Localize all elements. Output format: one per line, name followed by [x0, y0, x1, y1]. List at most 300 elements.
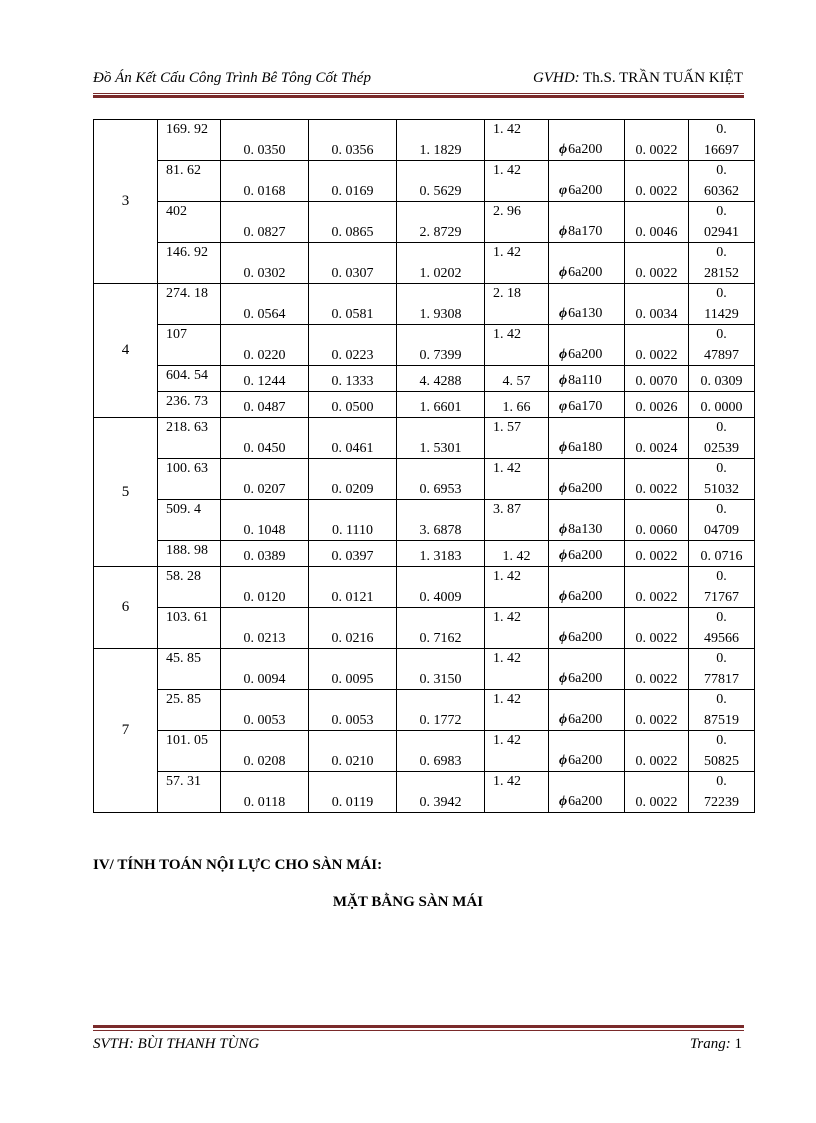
error-value-line1: 0.	[716, 420, 727, 435]
error-value-line2: 72239	[704, 795, 739, 810]
cell-error	[689, 608, 755, 649]
error-value-line1: 0.	[716, 733, 727, 748]
cell-error	[689, 541, 755, 567]
area-provided-value: 1. 42	[493, 163, 521, 178]
steel-spec	[559, 712, 602, 728]
error-value-line1: 0.	[716, 569, 727, 584]
cell-alpha	[221, 392, 309, 418]
error-value-line1: 0.	[716, 122, 727, 137]
steel-spec	[559, 794, 602, 810]
area-value: 0. 4009	[419, 590, 462, 605]
alpha-value: 0. 0220	[243, 348, 286, 363]
cell-ratio	[625, 541, 689, 567]
cell-ratio	[625, 690, 689, 731]
cell-steel	[549, 500, 625, 541]
steel-spec	[559, 399, 602, 415]
ratio-value: 0. 0070	[635, 374, 678, 389]
moment-value: 218. 63	[166, 420, 208, 435]
moment-value: 169. 92	[166, 122, 208, 137]
error-value-line2: 04709	[704, 523, 739, 538]
cell-area	[397, 649, 485, 690]
phi-icon: ϕ	[559, 630, 568, 645]
area-provided-value: 4. 57	[502, 374, 531, 389]
xi-value: 0. 0216	[331, 631, 374, 646]
moment-value: 604. 54	[166, 368, 208, 383]
xi-value: 0. 0356	[331, 143, 374, 158]
xi-value: 0. 0307	[331, 266, 374, 281]
cell-alpha	[221, 500, 309, 541]
xi-value: 0. 0119	[331, 795, 374, 810]
steel-value: 6a200	[568, 712, 603, 727]
steel-value: 6a200	[568, 589, 603, 604]
cell-error	[689, 772, 755, 813]
cell-ratio	[625, 567, 689, 608]
table-row	[94, 608, 755, 649]
moment-value: 101. 05	[166, 733, 208, 748]
ratio-value: 0. 0022	[635, 631, 678, 646]
phi-icon: ϕ	[559, 224, 568, 239]
area-value: 1. 6601	[419, 400, 462, 415]
cell-steel	[549, 731, 625, 772]
cell-moment	[158, 608, 221, 649]
steel-value: 6a200	[568, 630, 603, 645]
cell-xi	[309, 772, 397, 813]
moment-value: 58. 28	[166, 569, 201, 584]
cell-area-provided	[485, 731, 549, 772]
area-provided-value: 1. 42	[493, 461, 521, 476]
cell-area	[397, 418, 485, 459]
cell-moment	[158, 690, 221, 731]
header-document-title: Đồ Án Kết Cấu Công Trình Bê Tông Cốt Thép	[93, 70, 371, 86]
cell-error	[689, 567, 755, 608]
cell-moment	[158, 284, 221, 325]
xi-value: 0. 0169	[331, 184, 374, 199]
cell-steel	[549, 243, 625, 284]
steel-spec	[559, 373, 602, 389]
table-row	[94, 500, 755, 541]
alpha-value: 0. 0207	[243, 482, 286, 497]
alpha-value: 0. 0094	[243, 672, 286, 687]
xi-value: 0. 0210	[331, 754, 374, 769]
table-row	[94, 418, 755, 459]
header-supervisor	[533, 70, 743, 87]
error-value: 0. 0000	[700, 400, 743, 415]
cell-error	[689, 284, 755, 325]
cell-error	[689, 325, 755, 366]
area-provided-value: 1. 42	[493, 245, 521, 260]
xi-value: 0. 1110	[332, 523, 373, 538]
cell-steel	[549, 772, 625, 813]
phi-icon: ϕ	[559, 753, 568, 768]
alpha-value: 0. 0208	[243, 754, 286, 769]
cell-area	[397, 366, 485, 392]
xi-value: 0. 0053	[331, 713, 374, 728]
cell-area-provided	[485, 567, 549, 608]
cell-area-provided	[485, 418, 549, 459]
group-number: 7	[94, 649, 158, 813]
cell-alpha	[221, 366, 309, 392]
cell-moment	[158, 459, 221, 500]
cell-error	[689, 366, 755, 392]
cell-ratio	[625, 772, 689, 813]
cell-error	[689, 418, 755, 459]
error-value-line2: 60362	[704, 184, 739, 199]
phi-icon: ϕ	[559, 142, 568, 157]
cell-steel	[549, 284, 625, 325]
steel-value: 6a170	[568, 399, 603, 414]
error-value-line1: 0.	[716, 610, 727, 625]
area-provided-value: 1. 42	[493, 122, 521, 137]
cell-ratio	[625, 392, 689, 418]
cell-area-provided	[485, 772, 549, 813]
table-row	[94, 690, 755, 731]
cell-area-provided	[485, 541, 549, 567]
cell-steel	[549, 690, 625, 731]
footer-rule-thick	[93, 1025, 744, 1028]
cell-area	[397, 202, 485, 243]
table-row	[94, 392, 755, 418]
error-value-line1: 0.	[716, 286, 727, 301]
steel-spec	[559, 183, 602, 199]
moment-value: 146. 92	[166, 245, 208, 260]
alpha-value: 0. 0564	[243, 307, 286, 322]
header-rule-thin	[93, 93, 744, 94]
area-provided-value: 3. 87	[493, 502, 521, 517]
alpha-value: 0. 1244	[243, 374, 286, 389]
xi-value: 0. 0209	[331, 482, 374, 497]
steel-value: 6a130	[568, 306, 603, 321]
moment-value: 81. 62	[166, 163, 201, 178]
cell-xi	[309, 120, 397, 161]
area-value: 0. 1772	[419, 713, 462, 728]
cell-ratio	[625, 120, 689, 161]
area-value: 0. 5629	[419, 184, 462, 199]
cell-xi	[309, 418, 397, 459]
reinforcement-table	[93, 119, 755, 813]
area-value: 0. 6983	[419, 754, 462, 769]
area-provided-value: 2. 96	[493, 204, 521, 219]
cell-steel	[549, 567, 625, 608]
alpha-value: 0. 0450	[243, 441, 286, 456]
cell-area-provided	[485, 366, 549, 392]
ratio-value: 0. 0022	[635, 266, 678, 281]
table-row	[94, 459, 755, 500]
ratio-value: 0. 0060	[635, 523, 678, 538]
cell-alpha	[221, 731, 309, 772]
group-number: 3	[94, 120, 158, 284]
cell-area-provided	[485, 690, 549, 731]
cell-steel	[549, 161, 625, 202]
area-value: 2. 8729	[419, 225, 462, 240]
moment-value: 103. 61	[166, 610, 208, 625]
cell-ratio	[625, 459, 689, 500]
header-supervisor-name: Th.S. TRẦN TUẤN KIỆT	[583, 70, 743, 86]
error-value-line1: 0.	[716, 163, 727, 178]
cell-alpha	[221, 541, 309, 567]
area-value: 0. 3942	[419, 795, 462, 810]
cell-xi	[309, 731, 397, 772]
cell-area	[397, 690, 485, 731]
footer-student: SVTH: BÙI THANH TÙNG	[93, 1036, 260, 1052]
phi-icon: ϕ	[559, 306, 568, 321]
table-row	[94, 284, 755, 325]
table-row	[94, 120, 755, 161]
error-value-line1: 0.	[716, 502, 727, 517]
cell-ratio	[625, 731, 689, 772]
table-row	[94, 567, 755, 608]
cell-alpha	[221, 325, 309, 366]
cell-moment	[158, 567, 221, 608]
alpha-value: 0. 0213	[243, 631, 286, 646]
error-value-line1: 0.	[716, 692, 727, 707]
area-provided-value: 1. 42	[493, 692, 521, 707]
cell-area-provided	[485, 392, 549, 418]
cell-steel	[549, 392, 625, 418]
section-title: IV/ TÍNH TOÁN NỘI LỰC CHO SÀN MÁI:	[93, 857, 383, 873]
ratio-value: 0. 0022	[635, 672, 678, 687]
xi-value: 0. 0500	[331, 400, 374, 415]
cell-error	[689, 690, 755, 731]
error-value-line2: 28152	[704, 266, 739, 281]
cell-alpha	[221, 649, 309, 690]
cell-steel	[549, 649, 625, 690]
area-value: 0. 3150	[419, 672, 462, 687]
steel-value: 6a200	[568, 347, 603, 362]
cell-xi	[309, 541, 397, 567]
cell-area-provided	[485, 243, 549, 284]
ratio-value: 0. 0024	[635, 441, 678, 456]
ratio-value: 0. 0022	[635, 590, 678, 605]
error-value-line1: 0.	[716, 204, 727, 219]
steel-spec	[559, 671, 602, 687]
cell-area	[397, 120, 485, 161]
cell-moment	[158, 649, 221, 690]
steel-spec	[559, 548, 602, 564]
cell-steel	[549, 120, 625, 161]
error-value-line2: 02941	[704, 225, 739, 240]
table-row	[94, 161, 755, 202]
group-number: 6	[94, 567, 158, 649]
cell-alpha	[221, 567, 309, 608]
error-value-line2: 77817	[704, 672, 739, 687]
group-number: 4	[94, 284, 158, 418]
xi-value: 0. 0581	[331, 307, 374, 322]
table-row	[94, 772, 755, 813]
cell-alpha	[221, 243, 309, 284]
phi-icon: ϕ	[559, 265, 568, 280]
moment-value: 236. 73	[166, 394, 208, 409]
cell-xi	[309, 392, 397, 418]
cell-area	[397, 772, 485, 813]
cell-area-provided	[485, 500, 549, 541]
cell-xi	[309, 567, 397, 608]
table-row	[94, 541, 755, 567]
steel-value: 6a200	[568, 671, 603, 686]
area-provided-value: 1. 57	[493, 420, 521, 435]
cell-xi	[309, 202, 397, 243]
steel-spec	[559, 142, 602, 158]
cell-moment	[158, 120, 221, 161]
error-value-line1: 0.	[716, 651, 727, 666]
area-value: 4. 4288	[419, 374, 462, 389]
moment-value: 402	[166, 204, 187, 219]
header-supervisor-label: GVHD:	[533, 70, 580, 86]
phi-icon: ϕ	[559, 671, 568, 686]
cell-area	[397, 243, 485, 284]
phi-icon: φ	[559, 183, 568, 198]
cell-area	[397, 567, 485, 608]
steel-value: 6a180	[568, 440, 603, 455]
cell-error	[689, 202, 755, 243]
error-value-line2: 16697	[704, 143, 739, 158]
alpha-value: 0. 0118	[243, 795, 286, 810]
area-provided-value: 1. 42	[493, 610, 521, 625]
table-row	[94, 366, 755, 392]
error-value-line2: 49566	[704, 631, 739, 646]
xi-value: 0. 0121	[331, 590, 374, 605]
phi-icon: ϕ	[559, 712, 568, 727]
cell-xi	[309, 325, 397, 366]
cell-steel	[549, 418, 625, 459]
plan-title: MẶT BẰNG SÀN MÁI	[332, 894, 484, 910]
ratio-value: 0. 0022	[635, 795, 678, 810]
xi-value: 0. 0865	[331, 225, 374, 240]
cell-error	[689, 243, 755, 284]
ratio-value: 0. 0022	[635, 348, 678, 363]
cell-ratio	[625, 418, 689, 459]
area-value: 0. 6953	[419, 482, 462, 497]
cell-xi	[309, 459, 397, 500]
cell-alpha	[221, 459, 309, 500]
error-value-line1: 0.	[716, 774, 727, 789]
alpha-value: 0. 0168	[243, 184, 286, 199]
cell-ratio	[625, 202, 689, 243]
ratio-value: 0. 0022	[635, 143, 678, 158]
cell-steel	[549, 202, 625, 243]
steel-value: 6a200	[568, 265, 603, 280]
error-value: 0. 0309	[700, 374, 743, 389]
cell-moment	[158, 541, 221, 567]
xi-value: 0. 0397	[331, 549, 374, 564]
steel-spec	[559, 224, 602, 240]
group-number: 5	[94, 418, 158, 567]
area-provided-value: 1. 66	[502, 400, 531, 415]
ratio-value: 0. 0034	[635, 307, 678, 322]
steel-spec	[559, 522, 602, 538]
phi-icon: φ	[559, 399, 568, 414]
moment-value: 100. 63	[166, 461, 208, 476]
alpha-value: 0. 0350	[243, 143, 286, 158]
cell-alpha	[221, 161, 309, 202]
moment-value: 25. 85	[166, 692, 201, 707]
steel-spec	[559, 630, 602, 646]
area-provided-value: 1. 42	[493, 733, 521, 748]
cell-area	[397, 459, 485, 500]
steel-spec	[559, 481, 602, 497]
footer-page-number: 1	[734, 1036, 742, 1052]
cell-moment	[158, 418, 221, 459]
cell-area-provided	[485, 161, 549, 202]
cell-alpha	[221, 120, 309, 161]
cell-steel	[549, 325, 625, 366]
area-value: 1. 3183	[419, 549, 462, 564]
steel-value: 6a200	[568, 548, 603, 563]
area-provided-value: 2. 18	[493, 286, 521, 301]
phi-icon: ϕ	[559, 440, 568, 455]
area-value: 3. 6878	[419, 523, 462, 538]
cell-ratio	[625, 500, 689, 541]
cell-error	[689, 731, 755, 772]
ratio-value: 0. 0026	[635, 400, 678, 415]
cell-ratio	[625, 649, 689, 690]
cell-ratio	[625, 366, 689, 392]
steel-value: 6a200	[568, 794, 603, 809]
steel-value: 6a200	[568, 183, 603, 198]
alpha-value: 0. 0120	[243, 590, 286, 605]
cell-steel	[549, 541, 625, 567]
cell-area-provided	[485, 649, 549, 690]
ratio-value: 0. 0022	[635, 184, 678, 199]
ratio-value: 0. 0046	[635, 225, 678, 240]
error-value-line1: 0.	[716, 461, 727, 476]
xi-value: 0. 1333	[331, 374, 374, 389]
area-value: 0. 7399	[419, 348, 462, 363]
alpha-value: 0. 0487	[243, 400, 286, 415]
cell-moment	[158, 366, 221, 392]
moment-value: 188. 98	[166, 543, 208, 558]
error-value-line2: 50825	[704, 754, 739, 769]
cell-xi	[309, 161, 397, 202]
area-value: 1. 9308	[419, 307, 462, 322]
error-value-line2: 71767	[704, 590, 739, 605]
area-provided-value: 1. 42	[493, 569, 521, 584]
ratio-value: 0. 0022	[635, 549, 678, 564]
moment-value: 274. 18	[166, 286, 208, 301]
error-value-line2: 87519	[704, 713, 739, 728]
area-provided-value: 1. 42	[493, 774, 521, 789]
cell-area-provided	[485, 120, 549, 161]
xi-value: 0. 0461	[331, 441, 374, 456]
cell-ratio	[625, 284, 689, 325]
ratio-value: 0. 0022	[635, 754, 678, 769]
footer-page-label: Trang:	[689, 1036, 731, 1052]
cell-xi	[309, 608, 397, 649]
cell-xi	[309, 366, 397, 392]
alpha-value: 0. 0389	[243, 549, 286, 564]
steel-spec	[559, 589, 602, 605]
cell-area	[397, 541, 485, 567]
cell-alpha	[221, 690, 309, 731]
phi-icon: ϕ	[559, 373, 568, 388]
error-value: 0. 0716	[700, 549, 743, 564]
cell-area	[397, 731, 485, 772]
phi-icon: ϕ	[559, 347, 568, 362]
cell-xi	[309, 284, 397, 325]
cell-area	[397, 161, 485, 202]
cell-area-provided	[485, 325, 549, 366]
cell-xi	[309, 500, 397, 541]
cell-moment	[158, 772, 221, 813]
cell-xi	[309, 690, 397, 731]
cell-xi	[309, 243, 397, 284]
cell-steel	[549, 366, 625, 392]
ratio-value: 0. 0022	[635, 482, 678, 497]
area-value: 1. 5301	[419, 441, 462, 456]
error-value-line2: 51032	[704, 482, 739, 497]
cell-area-provided	[485, 202, 549, 243]
ratio-value: 0. 0022	[635, 713, 678, 728]
cell-area	[397, 284, 485, 325]
